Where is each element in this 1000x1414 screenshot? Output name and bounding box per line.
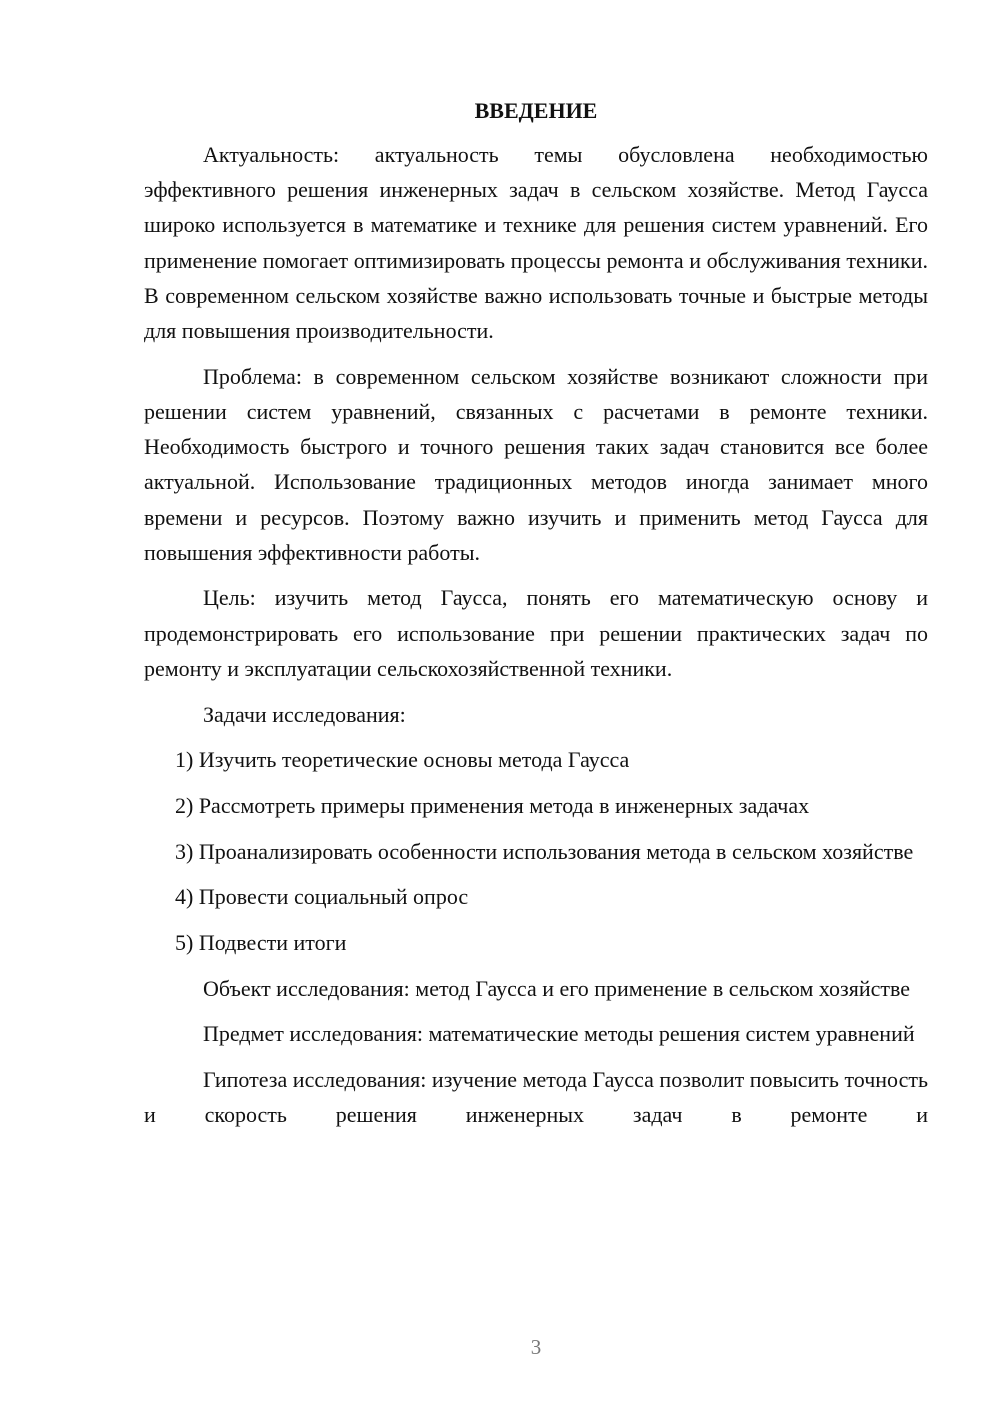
paragraph-object: Объект исследования: метод Гаусса и его применение в сельском хозяйстве — [203, 975, 911, 1001]
page-number: 3 — [530, 1335, 542, 1359]
task-item-1: 1) Изучить теоретические основы метода Гаусса — [175, 747, 630, 773]
task-item-5: 5) Подвести итоги — [175, 930, 347, 956]
task-item-2: 2) Рассмотреть примеры применения метода в инженерных задачах — [175, 792, 810, 818]
section-heading: ВВЕДЕНИЕ — [474, 98, 598, 123]
paragraph-tasks-intro: Задачи исследования: — [203, 701, 406, 727]
paragraph-relevance: Актуальность: актуальность темы обусловлена необходимостью эффективного решения инженерных задач в сельском хозяйстве. Метод Гаусса широко используется в математике и технике для решения систем уравнений. Его применение помогает оптимизировать процессы ремонта и обслуживания техники. В современном сельском хозяйстве важно использовать точные и быстрые методы для повышения производительности. — [144, 142, 928, 344]
paragraph-problem: Проблема: в современном сельском хозяйстве возникают сложности при решении систем уравнений, связанных с расчетами в ремонте техники. Необходимость быстрого и точного решения таких задач становится все более актуальной. Использование традиционных методов иногда занимает много времени и ресурсов. Поэтому важно изучить и применить метод Гаусса для повышения эффективности работы. — [144, 363, 928, 565]
paragraph-subject: Предмет исследования: математические методы решения систем уравнений — [203, 1021, 915, 1047]
task-list — [144, 742, 928, 960]
paragraph-hypothesis: Гипотеза исследования: изучение метода Гаусса позволит повысить точность и скорость решения инженерных задач в ремонте и — [144, 1067, 928, 1128]
document-page — [144, 96, 928, 1143]
paragraph-goal: Цель: изучить метод Гаусса, понять его математическую основу и продемонстрировать его использование при решении практических задач по ремонту и эксплуатации сельскохозяйственной техники. — [144, 585, 928, 681]
task-item-4: 4) Провести социальный опрос — [175, 884, 469, 910]
task-item-3: 3) Проанализировать особенности использования метода в сельском хозяйстве — [175, 838, 914, 864]
